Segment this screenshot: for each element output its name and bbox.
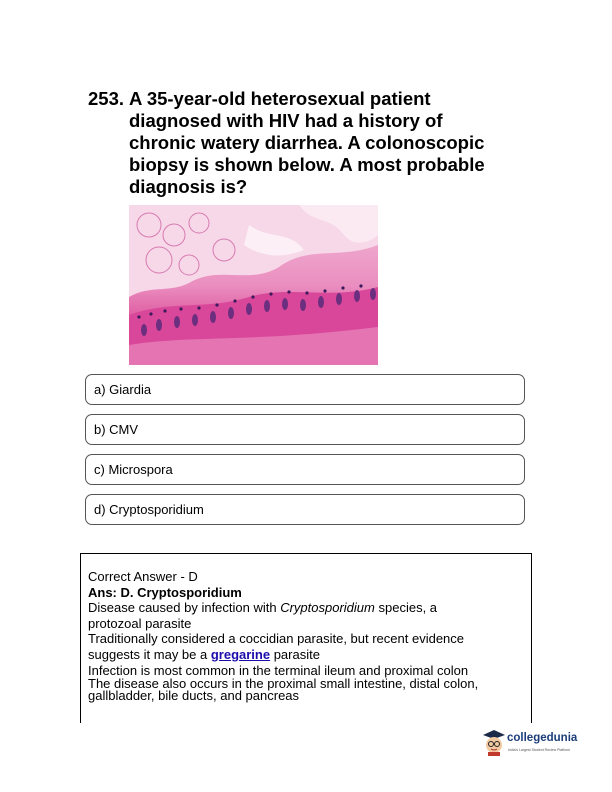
question-line: A 35-year-old heterosexual patient: [129, 88, 431, 109]
answer-heading: Ans: D. Cryptosporidium: [88, 584, 242, 600]
biopsy-micrograph: [129, 205, 378, 365]
text-span: suggests it may be a: [88, 646, 211, 662]
option-a[interactable]: a) Giardia: [85, 374, 525, 405]
explanation-line: Traditionally considered a coccidian parasite, but recent evidence: [88, 631, 465, 647]
question-line: biopsy is shown below. A most probable: [129, 154, 485, 175]
text-span: parasite: [270, 646, 320, 662]
explanation-line: protozoal parasite: [88, 615, 192, 631]
question-line: chronic watery diarrhea. A colonoscopic: [129, 132, 485, 153]
option-c[interactable]: c) Microspora: [85, 454, 525, 485]
text-span: Disease caused by infection with: [88, 600, 281, 616]
question-line: diagnosed with HIV had a history of: [129, 110, 443, 131]
explanation-line: The disease also occurs in the proximal small intestine, distal colon,: [88, 676, 479, 692]
italic-species: Cryptosporidium: [280, 600, 375, 616]
brand-logo: [483, 730, 583, 762]
explanation-line: [88, 600, 528, 616]
explanation-line: gallbladder, bile ducts, and pancreas: [88, 688, 300, 704]
option-d[interactable]: d) Cryptosporidium: [85, 494, 525, 525]
option-b[interactable]: b) CMV: [85, 414, 525, 445]
brand-tagline: India's Largest Student Review Platform: [508, 748, 571, 752]
correct-answer: Correct Answer - D: [88, 569, 198, 584]
question-line: diagnosis is?: [129, 176, 248, 197]
gregarine-link[interactable]: gregarine: [210, 646, 271, 662]
question-number: 253.: [88, 88, 125, 109]
answer-explanation: [80, 553, 532, 723]
text-span: species, a: [374, 600, 438, 616]
question-text: [129, 88, 529, 198]
explanation-line: Infection is most common in the terminal ileum and proximal colon: [88, 662, 469, 678]
brand-name: collegedunia: [507, 732, 578, 744]
explanation-line: [88, 647, 528, 663]
mascot-icon: [483, 730, 505, 756]
